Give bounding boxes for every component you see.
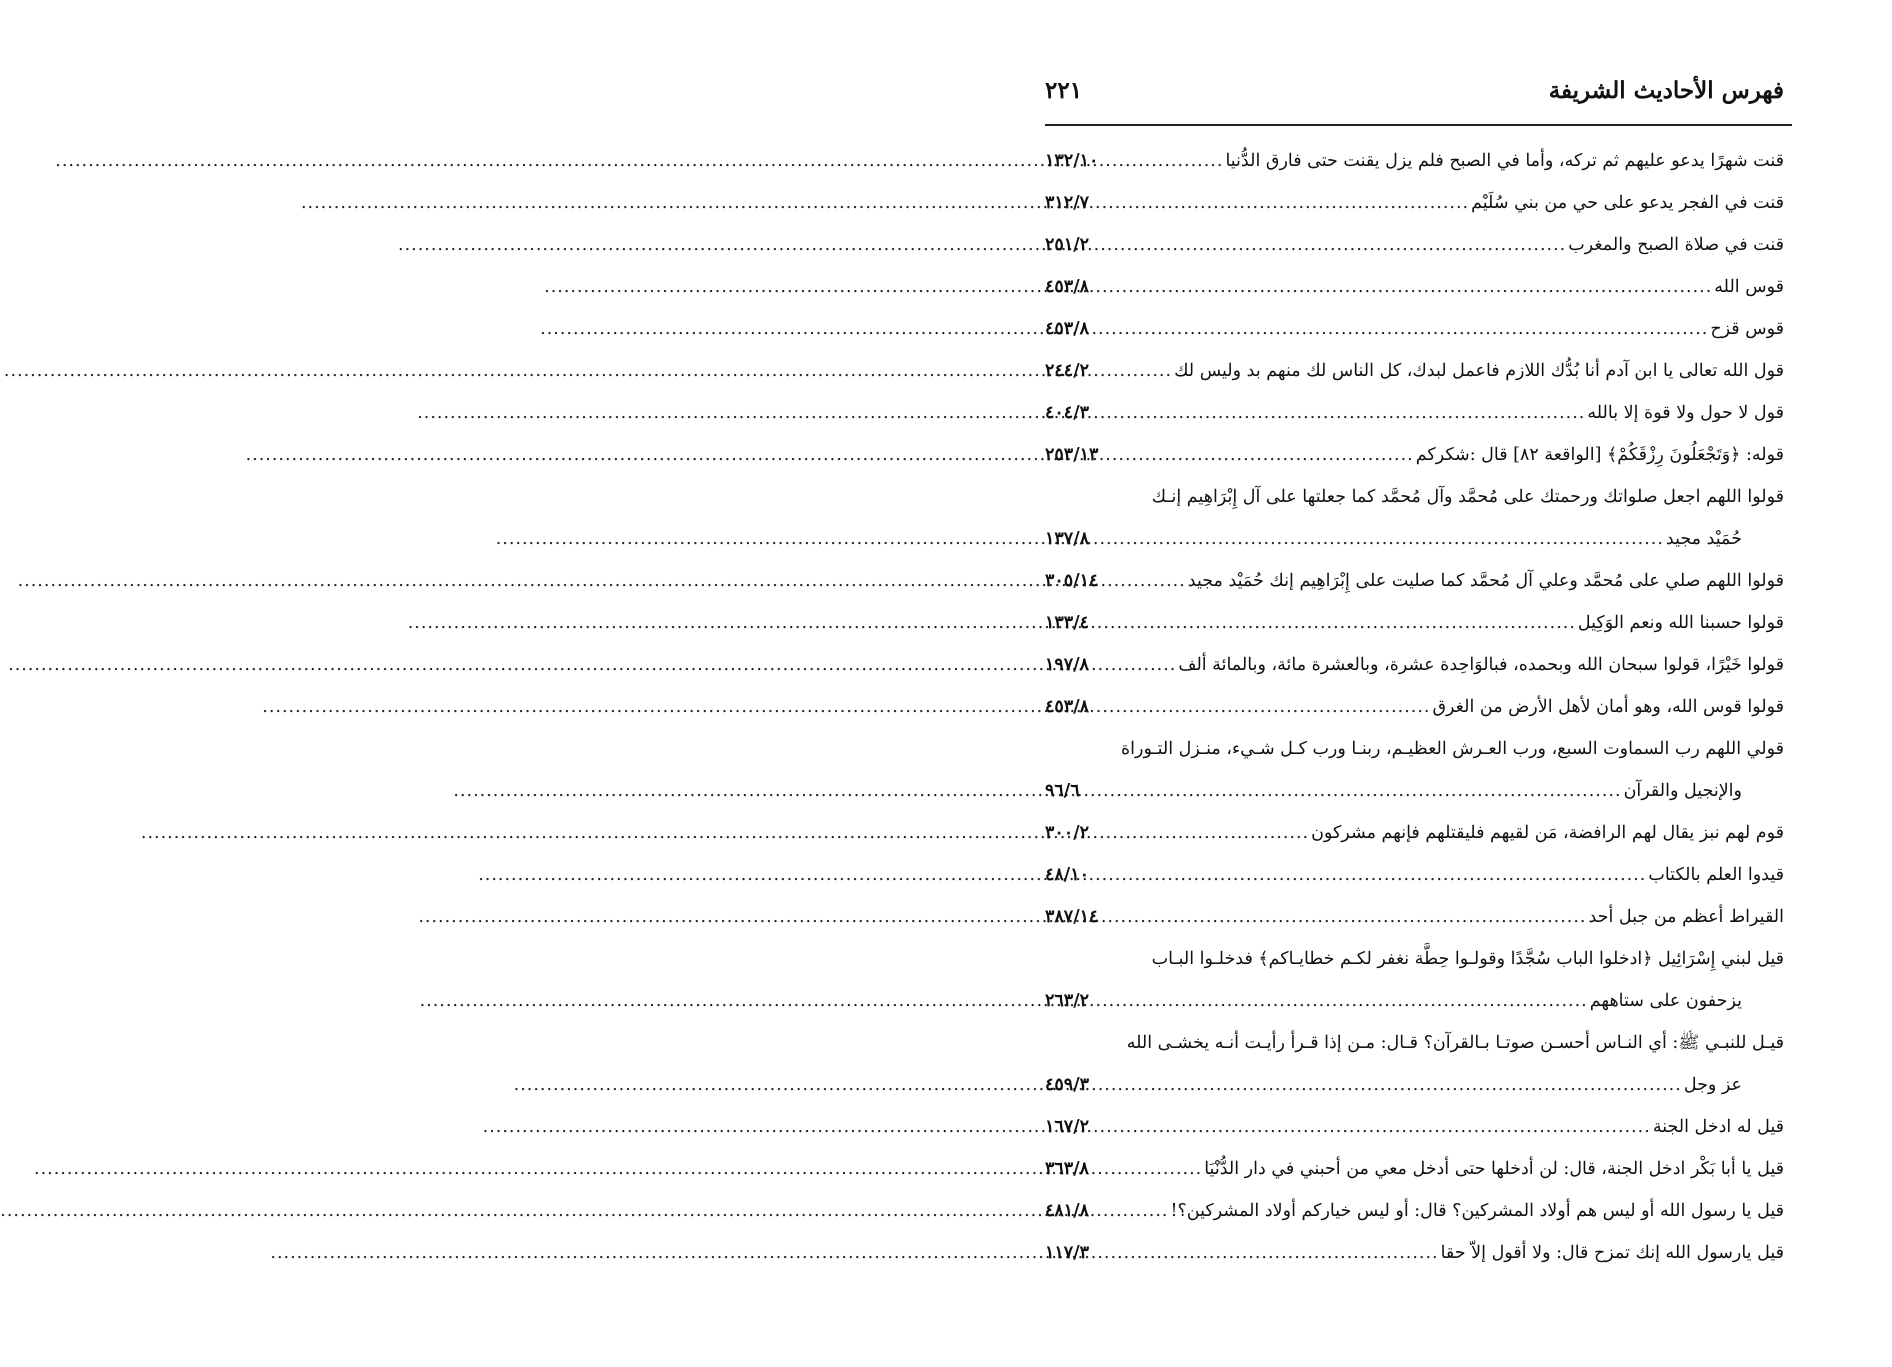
volume-page-ref: ٤٥٣/٨ xyxy=(1045,319,1089,339)
entry-line xyxy=(1045,1022,1784,1064)
entry-text: قيـل للنبـي ﷺ: أي النـاس أحسـن صوتـا بـالقرآن؟ قـال: مـن إذا قـرأ رأيـت أنـه يخشـى الله xyxy=(1126,1033,1784,1053)
volume-page-ref: ٤٨١/٨ xyxy=(1045,1201,1089,1221)
volume-page-ref: ٢٤٤/٢ xyxy=(1045,361,1089,381)
leader-dots xyxy=(1089,308,1710,350)
leader-dots xyxy=(1089,392,1587,434)
entry-text: قوس الله xyxy=(1714,277,1784,297)
volume-page-ref: ٣٠٠/٢ xyxy=(1045,823,1089,843)
entry-line-with-ref xyxy=(1045,308,1784,350)
entry-line-with-ref xyxy=(1045,560,1784,602)
entry-text: قيل يا أبا بَكْر ادخل الجنة، قال: لن أدخلها حتى أدخل معي من أحبني في دار الدُّنْيَا xyxy=(1204,1159,1784,1179)
index-entry xyxy=(1045,266,1784,308)
leader-dots xyxy=(1089,812,1311,854)
entry-text: قنت في صلاة الصبح والمغرب xyxy=(1568,235,1784,255)
entry-line-with-ref xyxy=(1045,980,1784,1022)
entry-line-with-ref xyxy=(1045,224,1784,266)
page-header xyxy=(1045,68,1784,112)
entry-line-with-ref xyxy=(1045,602,1784,644)
index-entry xyxy=(1045,854,1784,896)
leader-dots xyxy=(1089,182,1471,224)
volume-page-ref: ٤٥٩/٣ xyxy=(1045,1075,1089,1095)
entry-line-with-ref xyxy=(1045,140,1784,182)
volume-page-ref: ٤٠٤/٣ xyxy=(1045,403,1089,423)
entry-line-with-ref xyxy=(1045,770,1784,812)
volume-page-ref: ١٦٧/٢ xyxy=(1045,1117,1089,1137)
entry-line-with-ref xyxy=(1045,350,1784,392)
entry-text: قول الله تعالى يا ابن آدم أنا بُدُّك اللازم فاعمل لبدك، كل الناس لك منهم بد وليس لك xyxy=(1174,361,1784,381)
entry-text: قولوا قوس الله، وهو أمان لأهل الأرض من الغرق xyxy=(1432,697,1784,717)
entry-text: يزحفون على ستاههم xyxy=(1589,991,1742,1011)
entry-text: قوس قزح xyxy=(1710,319,1784,339)
index-entry xyxy=(1045,434,1784,476)
entry-text: قيل يارسول الله إنك تمزح قال: ولا أقول إلاّ حقا xyxy=(1440,1243,1784,1263)
leader-dots xyxy=(1089,644,1178,686)
leader-dots xyxy=(1098,434,1415,476)
entry-line-with-ref xyxy=(1045,1190,1784,1232)
index-entry xyxy=(1045,350,1784,392)
entry-line-with-ref xyxy=(1045,1232,1784,1274)
volume-page-ref: ٤٥٣/٨ xyxy=(1045,697,1089,717)
entry-text: قيدوا العلم بالكتاب xyxy=(1648,865,1784,885)
volume-page-ref: ١٣٣/٤ xyxy=(1045,613,1089,633)
entry-line-with-ref xyxy=(1045,854,1784,896)
entry-line-with-ref xyxy=(1045,392,1784,434)
entry-line-with-ref xyxy=(1045,1106,1784,1148)
index-entry xyxy=(1045,392,1784,434)
volume-page-ref: ٣٦٣/٨ xyxy=(1045,1159,1089,1179)
entry-line-with-ref xyxy=(1045,686,1784,728)
leader-dots xyxy=(1089,686,1432,728)
leader-dots xyxy=(1089,266,1714,308)
volume-page-ref: ٣٨٧/١٤ xyxy=(1045,907,1099,927)
index-entry xyxy=(1045,224,1784,266)
entry-line-with-ref xyxy=(1045,1064,1784,1106)
page-number: ٢٢١ xyxy=(1045,76,1083,104)
index-entry xyxy=(1045,1148,1784,1190)
leader-dots xyxy=(1089,854,1648,896)
entry-text: حُمَيْد مجيد xyxy=(1665,529,1742,549)
volume-page-ref: ٤٨/١٠ xyxy=(1045,865,1089,885)
entry-text: قنت شهرًا يدعو عليهم ثم تركه، وأما في الصبح فلم يزل يقنت حتى فارق الدُّنيا xyxy=(1225,151,1784,171)
entry-text: قيل له ادخل الجنة xyxy=(1652,1117,1784,1137)
entry-line-with-ref xyxy=(1045,896,1784,938)
index-entry xyxy=(1045,938,1784,1022)
entry-text: قنت في الفجر يدعو على حي من بني سُلَيْم xyxy=(1471,193,1784,213)
leader-dots xyxy=(1089,1232,1441,1274)
leader-dots xyxy=(1089,602,1578,644)
entry-line-with-ref xyxy=(1045,182,1784,224)
leader-dots xyxy=(1089,1148,1204,1190)
index-entry xyxy=(1045,140,1784,182)
index-entry xyxy=(1045,896,1784,938)
leader-dots xyxy=(1098,560,1187,602)
header-divider xyxy=(1045,124,1792,126)
entry-text: قولوا اللهم اجعل صلواتك ورحمتك على مُحمَّد وآل مُحمَّد كما جعلتها على آل إِبْرَاهِيم إنـك xyxy=(1151,487,1784,507)
index-entry xyxy=(1045,728,1784,812)
entry-text: والإنجيل والقرآن xyxy=(1623,781,1742,801)
header-title: فهرس الأحاديث الشريفة xyxy=(1548,76,1784,104)
leader-dots xyxy=(1089,350,1174,392)
volume-page-ref: ٢٥١/٢ xyxy=(1045,235,1089,255)
entry-line-with-ref xyxy=(1045,434,1784,476)
entry-line xyxy=(1045,938,1784,980)
index-entry xyxy=(1045,476,1784,560)
entry-line-with-ref xyxy=(1045,644,1784,686)
volume-page-ref: ١١٧/٣ xyxy=(1045,1243,1089,1263)
index-page xyxy=(945,0,1892,1367)
entry-text: القيراط أعظم من جبل أحد xyxy=(1588,907,1784,927)
entry-line-with-ref xyxy=(1045,812,1784,854)
index-entry xyxy=(1045,1232,1784,1274)
leader-dots xyxy=(1089,224,1568,266)
volume-page-ref: ٣١٢/٧ xyxy=(1045,193,1089,213)
index-entry xyxy=(1045,308,1784,350)
index-entry xyxy=(1045,686,1784,728)
hadith-index-list xyxy=(1045,140,1784,1274)
volume-page-ref: ٩٦/٦ xyxy=(1045,781,1080,801)
index-entry xyxy=(1045,1106,1784,1148)
entry-text: قولوا حسبنا الله ونعم الوَكِيل xyxy=(1577,613,1784,633)
index-entry xyxy=(1045,644,1784,686)
index-entry xyxy=(1045,1022,1784,1106)
entry-text: قوله: ﴿وَتَجْعَلُونَ رِزْقَكُمْ﴾ [الواقعة ٨٢] قال :شكركم xyxy=(1415,445,1784,465)
leader-dots xyxy=(1089,1064,1684,1106)
entry-text: قيل لبني إِسْرَائِيل ﴿ادخلوا الباب سُجَّدًا وقولـوا حِطَّة نغفر لكـم خطايـاكم﴾ فدخلـوا البـاب xyxy=(1151,949,1784,969)
entry-line xyxy=(1045,728,1784,770)
leader-dots xyxy=(1098,140,1225,182)
entry-text: قولوا اللهم صلي على مُحمَّد وعلي آل مُحمَّد كما صليت على إِبْرَاهِيم إنك حُمَيْد مجيد xyxy=(1187,571,1784,591)
entry-line-with-ref xyxy=(1045,1148,1784,1190)
entry-text: عز وجل xyxy=(1683,1075,1742,1095)
leader-dots xyxy=(1089,518,1666,560)
index-entry xyxy=(1045,602,1784,644)
index-entry xyxy=(1045,812,1784,854)
leader-dots xyxy=(1089,1190,1170,1232)
index-entry xyxy=(1045,182,1784,224)
volume-page-ref: ٣٠٥/١٤ xyxy=(1045,571,1099,591)
volume-page-ref: ١٣٧/٨ xyxy=(1045,529,1089,549)
leader-dots xyxy=(1080,770,1624,812)
volume-page-ref: ١٣٢/١٠ xyxy=(1045,151,1099,171)
volume-page-ref: ٤٥٣/٨ xyxy=(1045,277,1089,297)
entry-text: قولوا خَيْرًا، قولوا سبحان الله وبحمده، فبالوَاحِدة عشرة، وبالعشرة مائة، وبالمائة ألف xyxy=(1178,655,1784,675)
entry-text: قوم لهم نبز يقال لهم الرافضة، مَن لقيهم فليقتلهم فإنهم مشركون xyxy=(1311,823,1784,843)
entry-line-with-ref xyxy=(1045,518,1784,560)
volume-page-ref: ١٩٧/٨ xyxy=(1045,655,1089,675)
leader-dots xyxy=(1089,980,1590,1022)
volume-page-ref: ٢٦٣/٢ xyxy=(1045,991,1089,1011)
entry-line-with-ref xyxy=(1045,266,1784,308)
entry-text: قولي اللهم رب السماوت السبع، ورب العـرش العظيـم، ربنـا ورب كـل شـيء، منـزل التـوراة xyxy=(1120,739,1784,759)
volume-page-ref: ٢٥٣/١٣ xyxy=(1045,445,1099,465)
entry-text: قيل يا رسول الله أو ليس هم أولاد المشركين؟ قال: أو ليس خياركم أولاد المشركين؟! xyxy=(1170,1201,1784,1221)
entry-line xyxy=(1045,476,1784,518)
index-entry xyxy=(1045,1190,1784,1232)
entry-text: قول لا حول ولا قوة إلا بالله xyxy=(1587,403,1784,423)
index-entry xyxy=(1045,560,1784,602)
leader-dots xyxy=(1089,1106,1653,1148)
leader-dots xyxy=(1098,896,1588,938)
